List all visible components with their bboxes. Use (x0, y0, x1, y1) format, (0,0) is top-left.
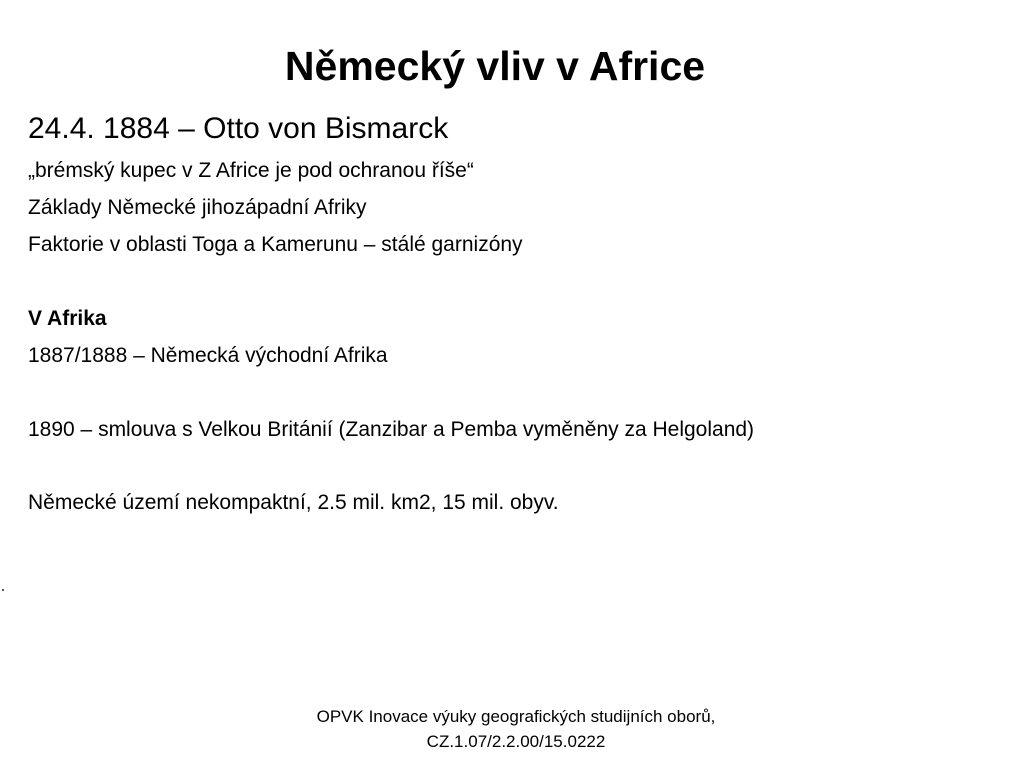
footer-line: OPVK Inovace výuky geografických studijních oborů, (316, 707, 716, 726)
text-line: 1887/1888 – Německá východní Afrika (28, 344, 388, 367)
date-line: 24.4. 1884 – Otto von Bismarck (28, 112, 449, 145)
section-heading: V Afrika (28, 307, 107, 330)
stray-dot (2, 589, 4, 591)
slide-title: Německý vliv v Africe (284, 43, 706, 89)
quote-line: „brémský kupec v Z Africe je pod ochranou říše“ (28, 159, 474, 182)
footer (260, 704, 772, 754)
text-line: Faktorie v oblasti Toga a Kamerunu – stálé garnizóny (28, 233, 523, 256)
text-line: Německé území nekompaktní, 2.5 mil. km2, 15 mil. obyv. (28, 491, 559, 514)
text-line: 1890 – smlouva s Velkou Británií (Zanzibar a Pemba vyměněny za Helgoland) (28, 418, 755, 441)
text-line: Základy Německé jihozápadní Afriky (28, 196, 367, 219)
footer-line: CZ.1.07/2.2.00/15.0222 (426, 732, 606, 751)
